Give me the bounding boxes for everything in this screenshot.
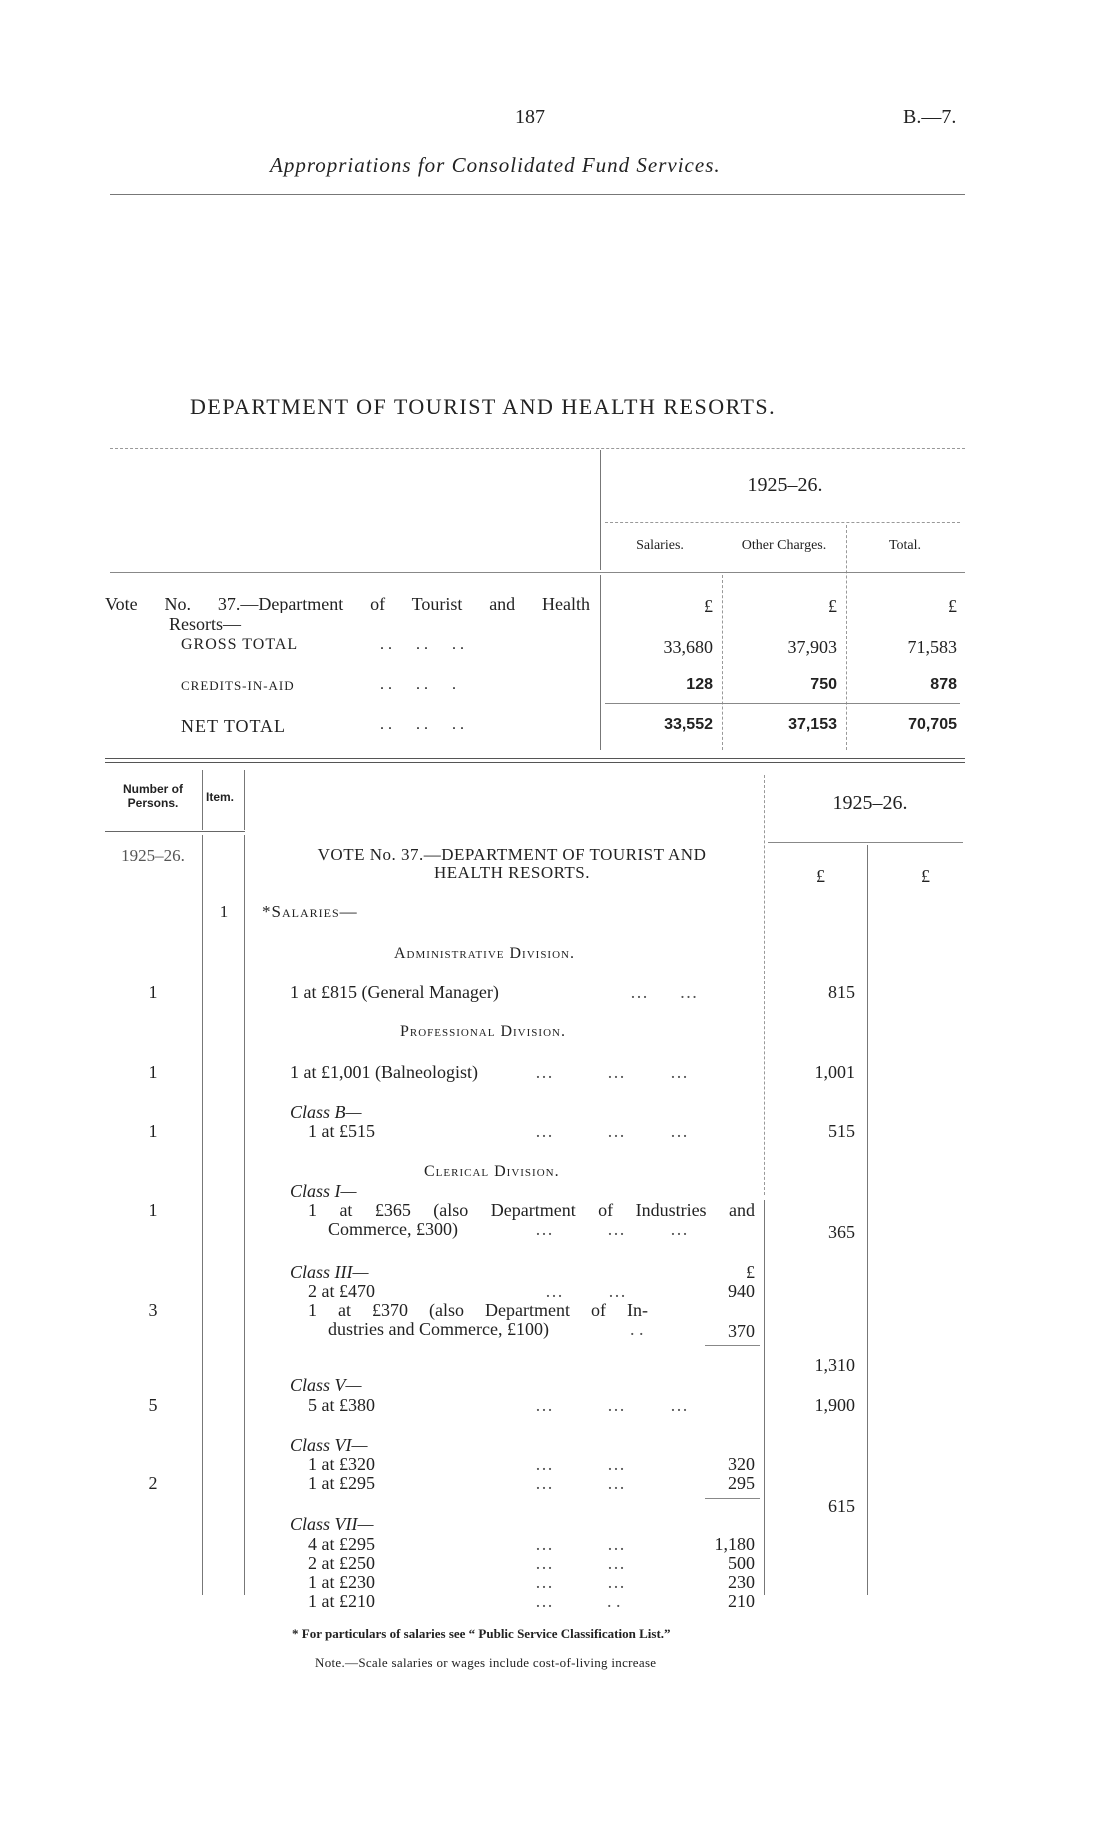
class7-row-label: 2 at £250 [308,1553,375,1573]
note: Note.—Scale salaries or wages include cost-of-living increase [315,1655,657,1670]
footnote: * For particulars of salaries see “ Public Service Classification List.” [292,1626,671,1641]
class7-row-dots: … … [535,1553,625,1573]
class6-line2: 1 at £295 [308,1473,375,1493]
admin-dots: … … [630,982,698,1002]
item-desc-divider [244,835,245,1595]
class6-heading: Class VI— [290,1435,368,1455]
class7-row-value: 230 [728,1572,755,1592]
credits-label: CREDITS-IN-AID [181,678,295,693]
class6-val2: 295 [728,1473,755,1493]
class3-sum-rule [705,1345,760,1346]
classB-amount: 515 [828,1121,855,1141]
admin-division-heading: Administrative Division. [394,945,575,962]
detail-year-col: 1925–26. [121,846,185,865]
class7-row-value: 210 [728,1591,755,1611]
class7-row-dots: … … [535,1534,625,1554]
page-title: DEPARTMENT OF TOURIST AND HEALTH RESORTS. [190,394,777,419]
class3-line3: dustries and Commerce, £100) [328,1319,549,1339]
summary-bottom-rule-1 [105,758,965,759]
prof-line: 1 at £1,001 (Balneologist) [290,1062,478,1082]
col-persons-header: Number of Persons. [123,782,183,810]
prof-amount: 1,001 [814,1062,855,1082]
class1-heading: Class I— [290,1181,357,1201]
class6-line1: 1 at £320 [308,1454,375,1474]
document-reference: B.—7. [903,106,957,128]
pound-col-2: £ [921,866,930,886]
admin-persons: 1 [148,982,158,1002]
gross-salaries: 33,680 [663,637,713,657]
gross-dots: . . . . . . [380,636,464,653]
credits-dots: . . . . . [380,676,456,693]
detail-year-head: 1925–26. [832,792,908,814]
net-salaries: 33,552 [664,716,713,733]
class7-row-label: 1 at £230 [308,1572,375,1592]
prof-dots: … … … [535,1062,688,1082]
class1-amount: 365 [828,1222,855,1242]
net-rule [605,703,960,704]
class6-dots1: … … [535,1454,625,1474]
class7-row-label: 4 at £295 [308,1534,375,1554]
class3-amount: 1,310 [814,1355,855,1375]
credits-other: 750 [810,676,837,693]
summary-col-divider-1 [722,575,723,750]
class7-row-dots: … . . [535,1591,621,1611]
net-total-label: NET TOTAL [181,716,287,736]
persons-item-divider-top [202,770,203,830]
persons-item-divider [202,835,203,1595]
summary-col-other: Other Charges. [741,538,827,553]
gross-other: 37,903 [787,637,837,657]
vote-label: Vote No. 37.—Department of Tourist and Health [105,595,590,613]
summary-year: 1925–26. [747,474,823,496]
net-dots: . . . . . . [380,716,464,733]
summary-header-rule [110,572,965,573]
gross-total-label: GROSS TOTAL [181,636,299,653]
class7-row-dots: … … [535,1572,625,1592]
page-subtitle: Appropriations for Consolidated Fund Services. [270,153,721,177]
detail-header-rule [105,831,245,832]
class1-line2: Commerce, £300) [328,1219,458,1239]
pound-col-1: £ [816,866,825,886]
class7-row-value: 1,180 [714,1534,755,1554]
item-desc-divider-top [244,770,245,830]
class6-sum-rule [705,1498,760,1499]
credits-total: 878 [930,676,957,693]
classB-persons: 1 [148,1121,158,1141]
class1-dots: … … … [535,1219,688,1239]
summary-top-rule [110,448,965,449]
summary-col-divider-2 [846,525,847,750]
class6-amount: 615 [828,1496,855,1516]
col-item-header: Item. [206,790,235,804]
class7-row-value: 500 [728,1553,755,1573]
class1-line1: 1 at £365 (also Department of Industries and [308,1200,755,1220]
net-total: 70,705 [908,716,957,733]
vote-title: VOTE No. 37.—DEPARTMENT OF TOURIST AND HEALTH RESORTS. [317,845,707,882]
summary-bottom-rule-2 [105,762,965,763]
class5-amount: 1,900 [814,1395,855,1415]
header-rule [110,194,965,195]
class3-val2: 370 [728,1321,755,1341]
page-number: 187 [515,106,545,128]
summary-col-salaries: Salaries. [636,538,684,553]
vote-label-cont: Resorts— [169,614,241,634]
class6-val1: 320 [728,1454,755,1474]
credits-salaries: 128 [686,676,713,693]
salaries-heading: *Salaries— [262,902,358,921]
prof-persons: 1 [148,1062,158,1082]
class3-line1: 2 at £470 [308,1281,375,1301]
classB-heading: Class B— [290,1102,362,1122]
class5-line: 5 at £380 [308,1395,375,1415]
prof-division-heading: Professional Division. [400,1023,566,1040]
clerical-division-heading: Clerical Division. [424,1163,560,1180]
admin-amount: 815 [828,982,855,1002]
item-number: 1 [219,902,229,921]
amount-divider-lower [764,1200,765,1595]
class5-dots: … … … [535,1395,688,1415]
summary-col-total: Total. [888,538,922,553]
summary-divider [600,450,601,570]
class3-persons: 3 [148,1300,158,1320]
class3-dots2: . . [630,1319,644,1339]
classB-line: 1 at £515 [308,1121,375,1141]
class6-dots2: … … [535,1473,625,1493]
class3-pound: £ [746,1262,755,1282]
net-other: 37,153 [788,716,837,733]
detail-year-rule [768,842,963,843]
amount-col-divider [867,845,868,1595]
class3-dots1: … … [545,1281,626,1301]
classB-dots: … … … [535,1121,688,1141]
summary-divider-lower [600,575,601,750]
class3-line2: 1 at £370 (also Department of In- [308,1300,648,1320]
gross-total: 71,583 [907,637,957,657]
summary-currency-other: £ [828,596,837,616]
class5-persons: 5 [148,1395,158,1415]
amount-divider [764,775,765,1195]
summary-year-rule [605,522,960,523]
class3-heading: Class III— [290,1262,369,1282]
class7-row-label: 1 at £210 [308,1591,375,1611]
admin-line: 1 at £815 (General Manager) [290,982,499,1002]
summary-currency-total: £ [948,596,957,616]
summary-currency-salaries: £ [704,596,713,616]
class7-heading: Class VII— [290,1514,374,1534]
class6-persons: 2 [148,1473,158,1493]
class3-val1: 940 [728,1281,755,1301]
class5-heading: Class V— [290,1375,362,1395]
class1-persons: 1 [148,1200,158,1220]
